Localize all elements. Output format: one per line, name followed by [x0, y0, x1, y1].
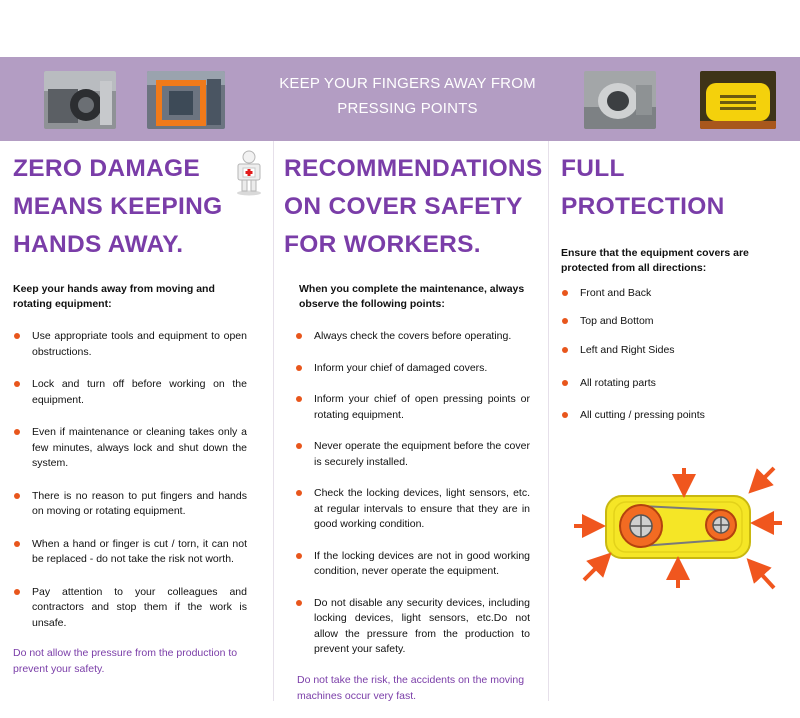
- list-item: Use appropriate tools and equipment to open obstructions.: [13, 329, 247, 360]
- list-item: All cutting / pressing points: [561, 408, 781, 424]
- machine-photo: [44, 71, 116, 129]
- list-item: Even if maintenance or cleaning takes only a few minutes, always lock and shut down the system.: [13, 425, 247, 472]
- cover-protection-diagram: [566, 466, 790, 599]
- heading-line: ON COVER SAFETY: [284, 193, 523, 220]
- bullet-list: [284, 329, 530, 658]
- cylinder-photo: [584, 71, 656, 129]
- list-item: Top and Bottom: [561, 314, 781, 330]
- list-item: All rotating parts: [561, 376, 781, 392]
- list-item: Check the locking devices, light sensors, etc. at regular intervals to ensure that they are in good working condition.: [295, 486, 530, 533]
- list-item: Do not disable any security devices, including locking devices, light sensors, etc.Do not allow the pressure from the production to prevent your safety.: [295, 596, 530, 658]
- column-divider: [548, 141, 549, 701]
- column-intro: Ensure that the equipment covers are protected from all directions:: [561, 247, 749, 274]
- column-intro: When you complete the maintenance, always observe the following points:: [299, 283, 525, 310]
- column-zero-damage: [13, 150, 247, 677]
- list-item: Never operate the equipment before the cover is securely installed.: [295, 439, 530, 470]
- list-item: Inform your chief of open pressing points or rotating equipment.: [295, 392, 530, 423]
- column-heading: [13, 150, 247, 264]
- heading-line: FOR WORKERS.: [284, 231, 481, 258]
- list-item: Always check the covers before operating.: [295, 329, 530, 345]
- heading-line: PROTECTION: [561, 193, 725, 220]
- list-item: Left and Right Sides: [561, 343, 781, 359]
- heading-line: FULL: [561, 155, 625, 182]
- heading-line: RECOMMENDATIONS: [284, 155, 543, 182]
- column-full-protection: [561, 150, 781, 424]
- column-recommendations: [284, 150, 543, 704]
- list-item: Front and Back: [561, 286, 781, 302]
- column-divider: [273, 141, 274, 701]
- column-intro: Keep your hands away from moving and rotating equipment:: [13, 283, 215, 310]
- column-footnote: Do not take the risk, the accidents on the moving machines occur very fast.: [297, 673, 525, 702]
- list-item: If the locking devices are not in good working condition, never operate the equipment.: [295, 549, 530, 580]
- column-heading: [284, 150, 543, 264]
- banner-title: KEEP YOUR FINGERS AWAY FROM PRESSING POINTS: [279, 75, 536, 117]
- column-heading: [561, 150, 781, 226]
- orange-guard-photo: [147, 71, 225, 129]
- column-footnote: Do not allow the pressure from the production to prevent your safety.: [13, 647, 238, 675]
- bullet-list: [561, 286, 781, 424]
- first-aid-figure-icon: [232, 150, 266, 201]
- heading-line: HANDS AWAY.: [13, 231, 184, 258]
- heading-line: MEANS KEEPING: [13, 193, 223, 220]
- list-item: When a hand or finger is cut / torn, it can not be replaced - do not take the risk not worth.: [13, 537, 247, 568]
- bullet-list: [13, 329, 247, 631]
- list-item: Lock and turn off before working on the equipment.: [13, 377, 247, 408]
- heading-line: ZERO DAMAGE: [13, 155, 201, 182]
- list-item: Inform your chief of damaged covers.: [295, 361, 530, 377]
- list-item: Pay attention to your colleagues and contractors and stop them if the work is unsafe.: [13, 585, 247, 632]
- top-banner: [0, 57, 800, 141]
- list-item: There is no reason to put fingers and hands on moving or rotating equipment.: [13, 489, 247, 520]
- yellow-cover-photo: [700, 71, 776, 129]
